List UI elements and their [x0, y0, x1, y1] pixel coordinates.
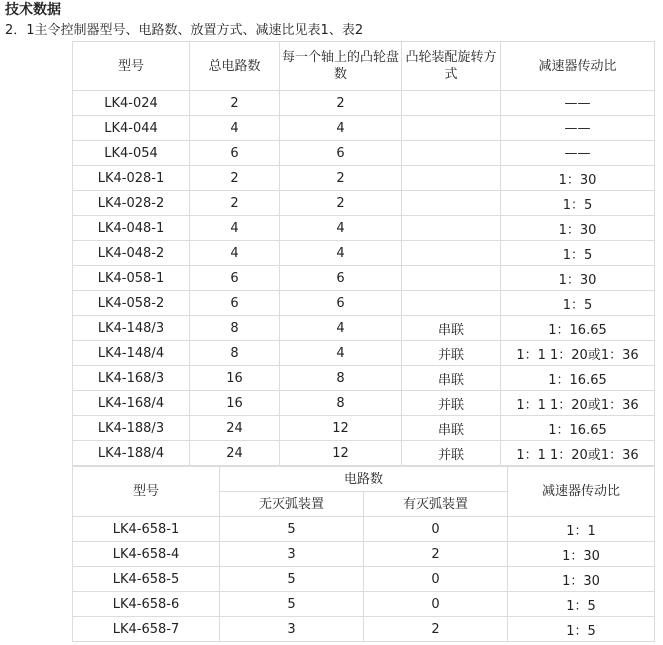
cell-cams-per-shaft: 2: [280, 166, 402, 191]
cell-cams-per-shaft: 2: [280, 191, 402, 216]
cell-rotation-mode: [402, 241, 501, 266]
cell-model: LK4-044: [73, 116, 190, 141]
cell-cams-per-shaft: 4: [280, 316, 402, 341]
cell-total-circuits: 16: [190, 391, 280, 416]
cell-model: LK4-168/3: [73, 366, 190, 391]
cell-gear-ratio: ——: [501, 116, 655, 141]
header-cam-rotation-mode: 凸轮装配旋转方式: [402, 42, 501, 91]
table-row: [73, 116, 655, 141]
cell-with-arc: 0: [364, 592, 508, 617]
table-row: [73, 567, 655, 592]
table-row: [73, 266, 655, 291]
cell-rotation-mode: [402, 166, 501, 191]
section-heading: 技术数据: [5, 2, 61, 18]
cell-cams-per-shaft: 4: [280, 241, 402, 266]
cell-model: LK4-168/4: [73, 391, 190, 416]
table-row: [73, 441, 655, 466]
cell-rotation-mode: 串联: [402, 366, 501, 391]
cell-gear-ratio: 1：16.65: [501, 366, 655, 391]
cell-gear-ratio: ——: [501, 141, 655, 166]
cell-cams-per-shaft: 6: [280, 266, 402, 291]
cell-gear-ratio: 1：5: [501, 191, 655, 216]
cell-cams-per-shaft: 4: [280, 116, 402, 141]
cell-gear-ratio: 1：5: [501, 241, 655, 266]
header-total-circuits: 总电路数: [190, 42, 280, 91]
table-row: [73, 291, 655, 316]
table-row: [73, 191, 655, 216]
cell-no-arc: 5: [220, 592, 364, 617]
cell-rotation-mode: [402, 216, 501, 241]
header-circuits: 电路数: [220, 467, 508, 492]
cell-gear-ratio: 1：16.65: [501, 416, 655, 441]
table-header-row: [73, 42, 655, 91]
cell-total-circuits: 8: [190, 341, 280, 366]
table-row: [73, 617, 655, 642]
table-row: [73, 316, 655, 341]
cell-rotation-mode: [402, 91, 501, 116]
table-row: [73, 141, 655, 166]
controller-spec-table-2: [72, 466, 655, 642]
cell-model: LK4-658-5: [73, 567, 220, 592]
cell-gear-ratio: 1：5: [501, 291, 655, 316]
cell-total-circuits: 2: [190, 166, 280, 191]
cell-total-circuits: 4: [190, 241, 280, 266]
cell-total-circuits: 2: [190, 191, 280, 216]
cell-total-circuits: 16: [190, 366, 280, 391]
table-row: [73, 341, 655, 366]
cell-model: LK4-148/4: [73, 341, 190, 366]
cell-gear-ratio: 1：30: [508, 542, 655, 567]
cell-rotation-mode: [402, 266, 501, 291]
cell-gear-ratio: 1：30: [501, 216, 655, 241]
cell-cams-per-shaft: 12: [280, 441, 402, 466]
cell-with-arc: 0: [364, 567, 508, 592]
cell-total-circuits: 2: [190, 91, 280, 116]
cell-gear-ratio: 1：30: [508, 567, 655, 592]
header-cams-per-shaft: 每一个轴上的凸轮盘数: [280, 42, 402, 91]
cell-gear-ratio: 1：30: [501, 166, 655, 191]
cell-rotation-mode: 并联: [402, 341, 501, 366]
header-model: 型号: [73, 467, 220, 517]
header-gear-ratio: 减速器传动比: [508, 467, 655, 517]
cell-total-circuits: 6: [190, 266, 280, 291]
cell-gear-ratio: 1：16.65: [501, 316, 655, 341]
cell-total-circuits: 24: [190, 441, 280, 466]
header-no-arc-device: 无灭弧装置: [220, 492, 364, 517]
cell-total-circuits: 6: [190, 141, 280, 166]
table-row: [73, 391, 655, 416]
table-row: [73, 542, 655, 567]
cell-rotation-mode: 并联: [402, 441, 501, 466]
cell-gear-ratio: 1：5: [508, 592, 655, 617]
table-header-row: [73, 467, 655, 492]
cell-gear-ratio: 1：1 1：20或1：36: [501, 341, 655, 366]
cell-gear-ratio: 1：30: [501, 266, 655, 291]
cell-gear-ratio: 1：1 1：20或1：36: [501, 441, 655, 466]
cell-gear-ratio: ——: [501, 91, 655, 116]
cell-total-circuits: 4: [190, 116, 280, 141]
cell-cams-per-shaft: 4: [280, 216, 402, 241]
cell-gear-ratio: 1：1 1：20或1：36: [501, 391, 655, 416]
cell-model: LK4-658-6: [73, 592, 220, 617]
cell-model: LK4-188/4: [73, 441, 190, 466]
cell-cams-per-shaft: 6: [280, 141, 402, 166]
cell-cams-per-shaft: 2: [280, 91, 402, 116]
cell-model: LK4-054: [73, 141, 190, 166]
table-row: [73, 366, 655, 391]
cell-gear-ratio: 1：5: [508, 617, 655, 642]
cell-with-arc: 2: [364, 617, 508, 642]
table-row: [73, 91, 655, 116]
table-caption: 2．1主令控制器型号、电路数、放置方式、减速比见表1、表2: [5, 23, 364, 38]
cell-rotation-mode: [402, 141, 501, 166]
cell-rotation-mode: [402, 116, 501, 141]
cell-no-arc: 3: [220, 617, 364, 642]
controller-spec-table-1: [72, 41, 655, 466]
cell-cams-per-shaft: 6: [280, 291, 402, 316]
cell-cams-per-shaft: 8: [280, 366, 402, 391]
cell-total-circuits: 24: [190, 416, 280, 441]
cell-total-circuits: 4: [190, 216, 280, 241]
cell-model: LK4-058-2: [73, 291, 190, 316]
cell-rotation-mode: 串联: [402, 416, 501, 441]
header-gear-ratio: 减速器传动比: [501, 42, 655, 91]
cell-model: LK4-658-7: [73, 617, 220, 642]
table-row: [73, 216, 655, 241]
cell-model: LK4-658-1: [73, 517, 220, 542]
cell-model: LK4-188/3: [73, 416, 190, 441]
table-row: [73, 517, 655, 542]
cell-cams-per-shaft: 4: [280, 341, 402, 366]
cell-rotation-mode: [402, 291, 501, 316]
table-row: [73, 166, 655, 191]
cell-no-arc: 5: [220, 567, 364, 592]
cell-model: LK4-658-4: [73, 542, 220, 567]
cell-model: LK4-058-1: [73, 266, 190, 291]
cell-cams-per-shaft: 12: [280, 416, 402, 441]
cell-no-arc: 5: [220, 517, 364, 542]
cell-no-arc: 3: [220, 542, 364, 567]
cell-model: LK4-028-1: [73, 166, 190, 191]
table-row: [73, 592, 655, 617]
cell-with-arc: 0: [364, 517, 508, 542]
cell-cams-per-shaft: 8: [280, 391, 402, 416]
cell-total-circuits: 6: [190, 291, 280, 316]
cell-rotation-mode: [402, 191, 501, 216]
cell-model: LK4-048-1: [73, 216, 190, 241]
cell-total-circuits: 8: [190, 316, 280, 341]
cell-rotation-mode: 串联: [402, 316, 501, 341]
header-model: 型号: [73, 42, 190, 91]
cell-rotation-mode: 并联: [402, 391, 501, 416]
table-row: [73, 241, 655, 266]
cell-model: LK4-028-2: [73, 191, 190, 216]
table-row: [73, 416, 655, 441]
cell-with-arc: 2: [364, 542, 508, 567]
cell-model: LK4-024: [73, 91, 190, 116]
header-with-arc-device: 有灭弧装置: [364, 492, 508, 517]
cell-gear-ratio: 1：1: [508, 517, 655, 542]
cell-model: LK4-148/3: [73, 316, 190, 341]
cell-model: LK4-048-2: [73, 241, 190, 266]
